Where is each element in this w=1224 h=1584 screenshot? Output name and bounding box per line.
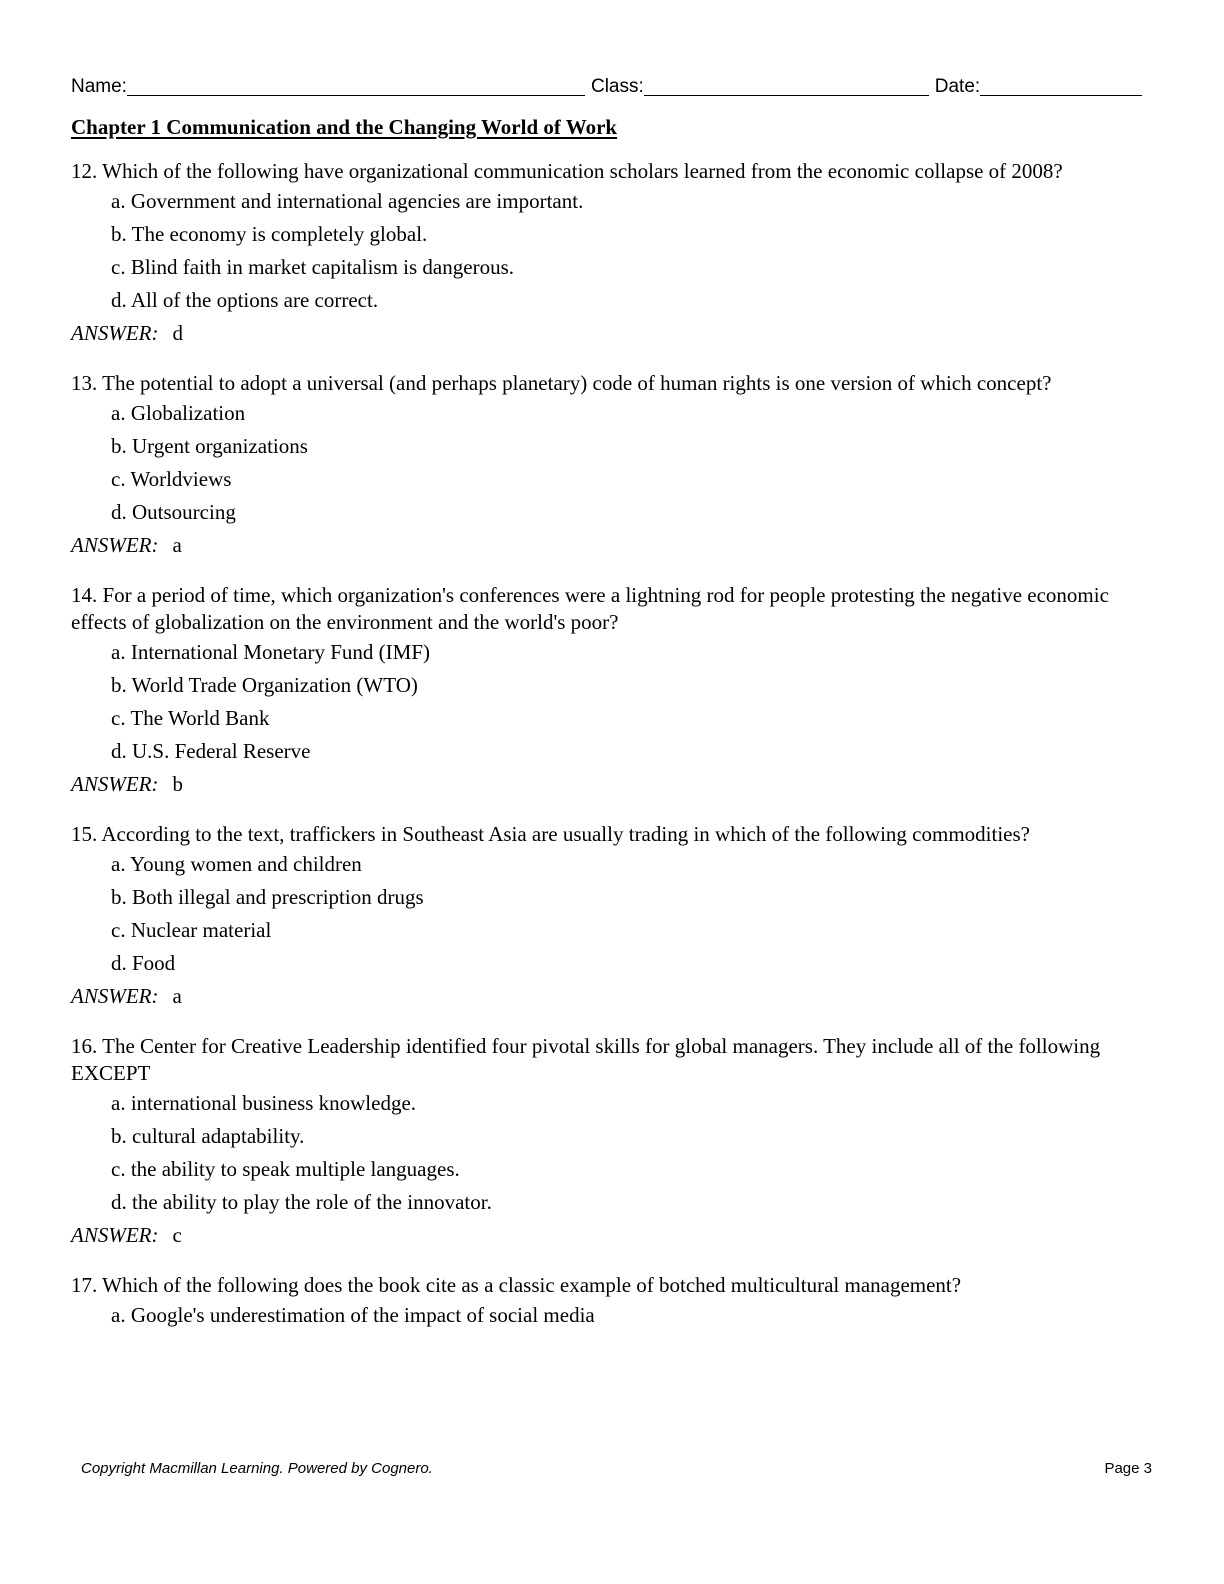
question-stem: 12. Which of the following have organizational communication scholars learned from the economic collapse of 2008? — [71, 159, 1063, 183]
answer-option: b. World Trade Organization (WTO) — [111, 673, 418, 697]
answer-key — [71, 532, 1146, 559]
answer-option: a. Google's underestimation of the impact of social media — [111, 1303, 595, 1327]
question-item — [71, 158, 1146, 347]
answer-option: b. Urgent organizations — [111, 434, 308, 458]
question-item — [71, 1033, 1146, 1249]
answer-option: d. U.S. Federal Reserve — [111, 739, 311, 763]
answer-option: d. All of the options are correct. — [111, 288, 379, 312]
answer-value: b — [172, 772, 183, 796]
question-stem: 13. The potential to adopt a universal (and perhaps planetary) code of human rights is one version of which concept? — [71, 371, 1052, 395]
answer-options — [71, 851, 1146, 977]
name-label: Name: — [71, 76, 127, 97]
answer-options — [71, 1302, 1146, 1329]
answer-option: c. the ability to speak multiple languages. — [111, 1157, 460, 1181]
answer-options — [71, 400, 1146, 526]
question-item — [71, 370, 1146, 559]
class-blank-line[interactable] — [644, 75, 929, 96]
answer-option: c. Worldviews — [111, 467, 232, 491]
answer-option: a. Government and international agencies are important. — [111, 189, 584, 213]
answer-key — [71, 983, 1146, 1010]
answer-option: a. Globalization — [111, 401, 246, 425]
name-blank-line[interactable] — [127, 75, 585, 96]
date-blank-line[interactable] — [980, 75, 1142, 96]
answer-option: c. Blind faith in market capitalism is dangerous. — [111, 255, 514, 279]
question-item — [71, 1272, 1146, 1329]
answer-label: ANSWER: — [71, 321, 159, 345]
answer-option: b. Both illegal and prescription drugs — [111, 885, 424, 909]
page-number: Page 3 — [1104, 1460, 1152, 1477]
question-list — [71, 158, 1146, 1352]
answer-value: d — [172, 321, 183, 345]
answer-options — [71, 188, 1146, 314]
answer-value: a — [172, 533, 182, 557]
answer-label: ANSWER: — [71, 772, 159, 796]
answer-options — [71, 1090, 1146, 1216]
question-stem: 15. According to the text, traffickers in Southeast Asia are usually trading in which of the following commodities? — [71, 822, 1030, 846]
answer-key — [71, 320, 1146, 347]
answer-option: a. international business knowledge. — [111, 1091, 417, 1115]
answer-label: ANSWER: — [71, 1223, 159, 1247]
answer-option: b. The economy is completely global. — [111, 222, 428, 246]
question-stem: 16. The Center for Creative Leadership identified four pivotal skills for global managers. They include all of the following EXCEPT — [71, 1034, 1101, 1085]
question-stem: 17. Which of the following does the book cite as a classic example of botched multicultural management? — [71, 1273, 962, 1297]
copyright-footer: Copyright Macmillan Learning. Powered by Cognero. — [81, 1460, 433, 1477]
answer-value: a — [172, 984, 182, 1008]
date-label: Date: — [934, 76, 981, 97]
answer-option: d. Outsourcing — [111, 500, 236, 524]
class-label: Class: — [590, 76, 644, 97]
answer-option: a. International Monetary Fund (IMF) — [111, 640, 431, 664]
answer-label: ANSWER: — [71, 533, 159, 557]
name-class-date-header — [71, 70, 1142, 98]
answer-option: d. the ability to play the role of the innovator. — [111, 1190, 492, 1214]
question-item — [71, 821, 1146, 1010]
question-item — [71, 582, 1146, 798]
answer-option: c. The World Bank — [111, 706, 270, 730]
chapter-title: Chapter 1 Communication and the Changing World of Work — [71, 115, 618, 139]
answer-option: c. Nuclear material — [111, 918, 272, 942]
question-stem: 14. For a period of time, which organization's conferences were a lightning rod for people protesting the negative economic effects of globalization on the environment and the world's poor? — [71, 583, 1109, 634]
answer-option: b. cultural adaptability. — [111, 1124, 305, 1148]
answer-option: d. Food — [111, 951, 176, 975]
answer-option: a. Young women and children — [111, 852, 362, 876]
answer-options — [71, 639, 1146, 765]
answer-key — [71, 1222, 1146, 1249]
answer-label: ANSWER: — [71, 984, 159, 1008]
answer-key — [71, 771, 1146, 798]
answer-value: c — [172, 1223, 182, 1247]
